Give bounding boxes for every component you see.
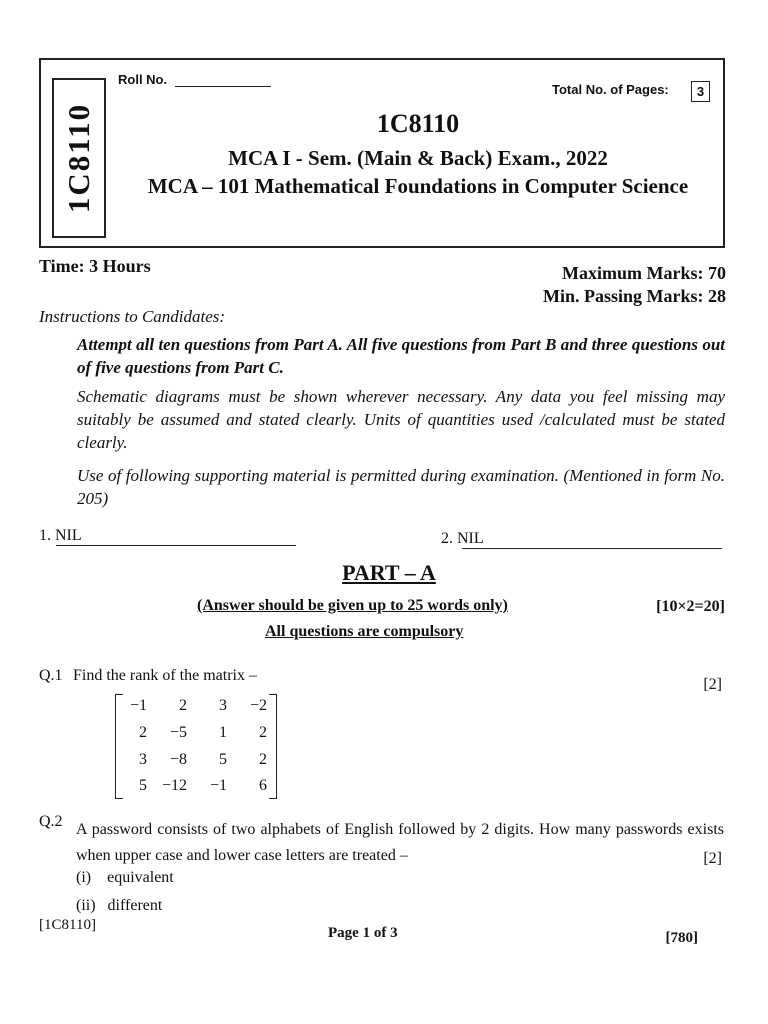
matrix-cell: 5 xyxy=(219,751,227,768)
maximum-marks: Maximum Marks: 70 xyxy=(562,263,726,283)
question-option: (ii) different xyxy=(76,897,163,914)
paper-code: 1C8110 xyxy=(376,109,460,138)
question-option: (i) equivalent xyxy=(76,869,174,886)
question-marks: [2] xyxy=(703,676,722,693)
instruction-item: Attempt all ten questions from Part A. All five questions from Part B and three questions out of five questions from Part C. xyxy=(77,335,725,377)
matrix-cell: 3 xyxy=(219,697,227,714)
matrix-cell: 6 xyxy=(259,777,267,794)
part-a-title: PART – A xyxy=(342,560,436,585)
footer-paper-code: [1C8110] xyxy=(39,917,96,933)
supporting-material-1-line xyxy=(56,545,296,546)
footer-count: [780] xyxy=(665,930,698,946)
exam-title: MCA I - Sem. (Main & Back) Exam., 2022 xyxy=(228,146,608,170)
instruction-item: Use of following supporting material is permitted during examination. (Mentioned in form No. 205) xyxy=(77,466,725,508)
matrix-right-bracket xyxy=(269,694,277,799)
roll-number-line xyxy=(175,86,271,87)
part-a-compulsory-note: All questions are compulsory xyxy=(265,623,464,640)
matrix-cell: −1 xyxy=(129,697,147,714)
matrix-cell: −2 xyxy=(249,697,267,714)
supporting-material-2-line xyxy=(462,548,722,549)
supporting-material-2: 2. NIL xyxy=(441,530,484,547)
matrix-cell: 5 xyxy=(139,777,147,794)
matrix-cell: 2 xyxy=(139,724,147,741)
rank-matrix xyxy=(115,694,277,803)
question-marks: [2] xyxy=(703,850,722,867)
matrix-cell: 2 xyxy=(179,697,187,714)
matrix-cell: 1 xyxy=(219,724,227,741)
subject-title: MCA – 101 Mathematical Foundations in Computer Science xyxy=(147,174,689,198)
matrix-cell: 3 xyxy=(139,751,147,768)
matrix-cell: 2 xyxy=(259,724,267,741)
supporting-material-1: 1. NIL xyxy=(39,527,82,544)
part-a-marks: [10×2=20] xyxy=(656,598,725,615)
matrix-cell: −1 xyxy=(209,777,227,794)
roll-number-label: Roll No. xyxy=(118,72,168,87)
question-text: Find the rank of the matrix – xyxy=(73,667,257,684)
matrix-cell: −5 xyxy=(169,724,187,741)
question-text: A password consists of two alphabets of English followed by 2 digits. How many passwords exists when upper case and lower case letters are treated – xyxy=(76,821,724,864)
question-number: Q.2 xyxy=(39,813,63,830)
part-a-note: (Answer should be given up to 25 words only) xyxy=(197,597,508,614)
matrix-cell: 2 xyxy=(259,751,267,768)
instruction-item: Schematic diagrams must be shown wherever necessary. Any data you feel missing may suitably be assumed and stated clearly. Units of quantities used /calculated must be stated clearly. xyxy=(77,387,725,452)
matrix-cell: −12 xyxy=(161,777,187,794)
page-number: Page 1 of 3 xyxy=(328,925,398,941)
exam-time: Time: 3 Hours xyxy=(39,256,151,276)
min-passing-marks: Min. Passing Marks: 28 xyxy=(542,286,726,306)
total-pages-label: Total No. of Pages: xyxy=(552,82,669,97)
side-paper-code: 1C8110 xyxy=(61,102,96,214)
question-number: Q.1 xyxy=(39,667,63,684)
matrix-cell: −8 xyxy=(169,751,187,768)
total-pages-value: 3 xyxy=(691,81,710,102)
instructions-title: Instructions to Candidates: xyxy=(39,307,226,326)
